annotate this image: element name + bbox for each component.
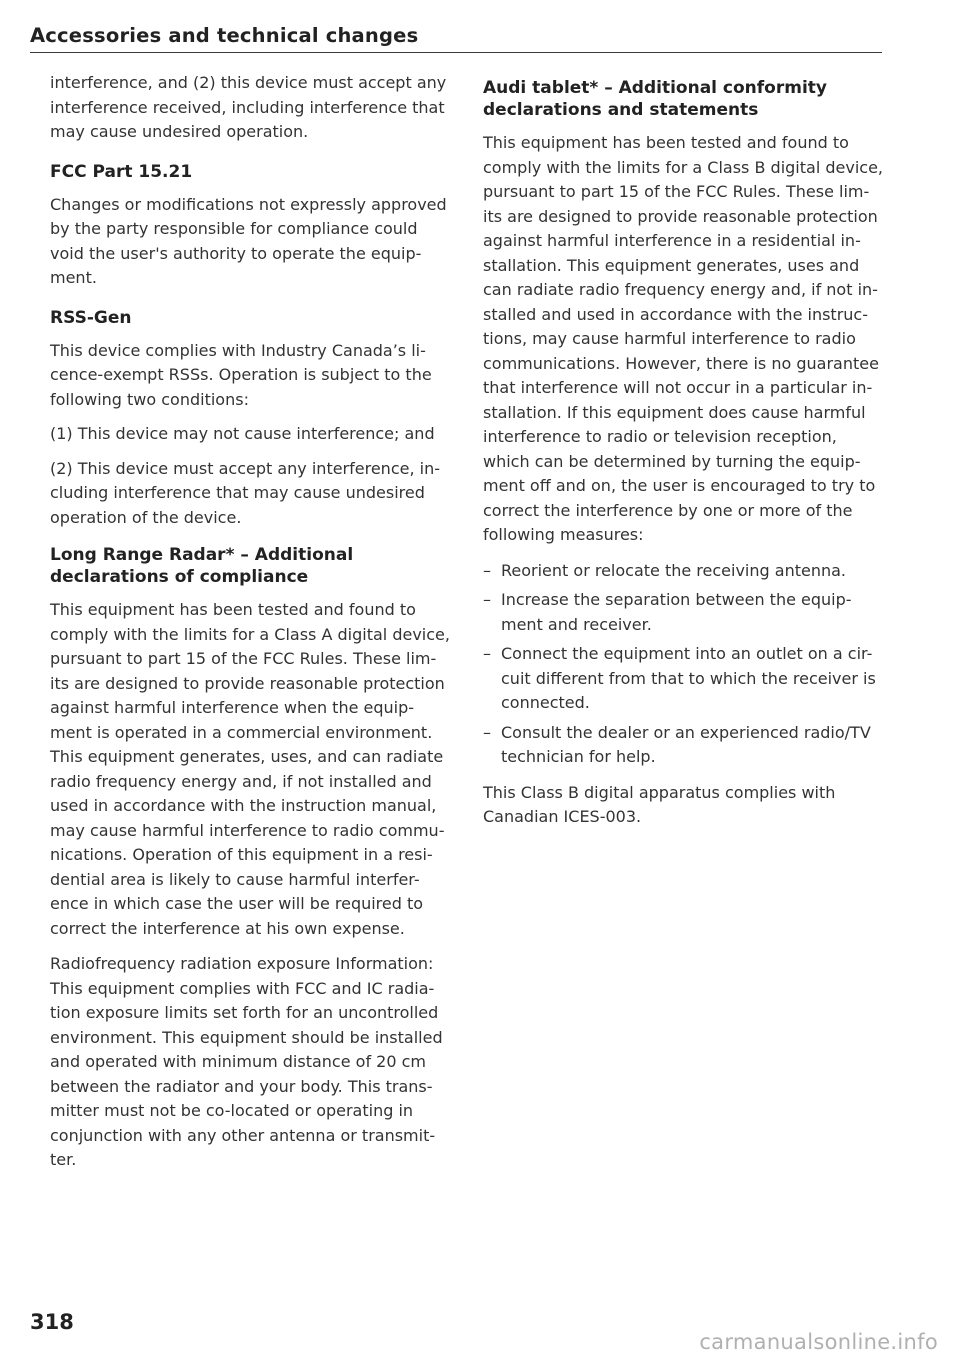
rss-condition-1: (1) This device may not cause interference; and (50, 424, 435, 443)
right-column (483, 71, 885, 830)
fcc-heading: FCC Part 15.21 (50, 161, 193, 182)
bullet-dash: – (483, 590, 491, 609)
radiation-paragraph: Radiofrequency radiation exposure Information: This equipment complies with FCC and IC radia- tion exposure limits set forth for an uncontrolled environment. This equipment should be installed and operated with minimum distance of 20 cm between the radiator and your body. This trans- mitter must not be co-located or operating in conjunction with any other antenna or transmit- ter. (50, 954, 443, 1169)
list-item: – Connect the equipment into an outlet on a cir- cuit different from that to which the receiver is connected. (483, 644, 876, 712)
intro-paragraph: interference, and (2) this device must accept any interference received, including interference that may cause undesired operation. (50, 73, 447, 141)
watermark: carmanualsonline.info (699, 1330, 938, 1354)
page-header (30, 20, 882, 53)
measures-list (483, 559, 885, 770)
fcc-paragraph: Changes or modifications not expressly approved by the party responsible for compliance could void the user's authority to operate the equip- ment. (50, 194, 447, 287)
page-number: 318 (30, 1310, 74, 1334)
bullet-dash: – (483, 560, 491, 580)
class-b-paragraph: This Class B digital apparatus complies with Canadian ICES-003. (483, 782, 836, 826)
list-item: – Reorient or relocate the receiving antenna. (483, 559, 885, 584)
bullet-dash: – (483, 644, 491, 663)
rss-heading: RSS-Gen (50, 307, 132, 328)
tablet-heading: Audi tablet* – Additional conformity declarations and statements (483, 78, 827, 120)
rss-paragraph: This device complies with Industry Canada’s li- cence-exempt RSSs. Operation is subject to the following two conditions: (50, 340, 432, 409)
bullet-dash: – (483, 722, 491, 742)
left-column (50, 71, 450, 1173)
list-item: – Increase the separation between the equip- ment and receiver. (483, 590, 852, 634)
radar-heading: Long Range Radar* – Additional declarations of compliance (50, 545, 354, 587)
radar-paragraph: This equipment has been tested and found to comply with the limits for a Class A digital device, pursuant to part 15 of the FCC Rules. These lim- its are designed to provide reasonable protection against harmful interference when the equip- ment is operated in a commercial environment. This equipment generates, uses, and can radiate radio frequency energy and, if not installed and used in accordance with the instruction manual, may cause harmful interference to radio commu- nications. Operation of this equipment in a resi- dential area is likely to cause harmful interfer- ence in which case the user will be required to correct the interference at his own expense. (50, 600, 450, 938)
tablet-paragraph: This equipment has been tested and found to comply with the limits for a Class B digital device, pursuant to part 15 of the FCC Rules. These lim- its are designed to provide reasonable protection against harmful interference in a residential in- stallation. This equipment generates, uses and can radiate radio frequency energy and, if not in- stalled and used in accordance with the instruc- tions, may cause harmful interference to radio communications. However, there is no guarantee that interference will not occur in a particular in- stallation. If this equipment does cause harmful interference to radio or television reception, which can be determined by turning the equip- ment off and on, the user is encouraged to try to correct the interference by one or more of the following measures: (483, 133, 883, 544)
list-item: – Consult the dealer or an experienced radio/TV technician for help. (483, 722, 871, 766)
rss-condition-2: (2) This device must accept any interference, in- cluding interference that may cause undesired operation of the device. (50, 458, 440, 527)
section-title: Accessories and technical changes (30, 24, 419, 47)
